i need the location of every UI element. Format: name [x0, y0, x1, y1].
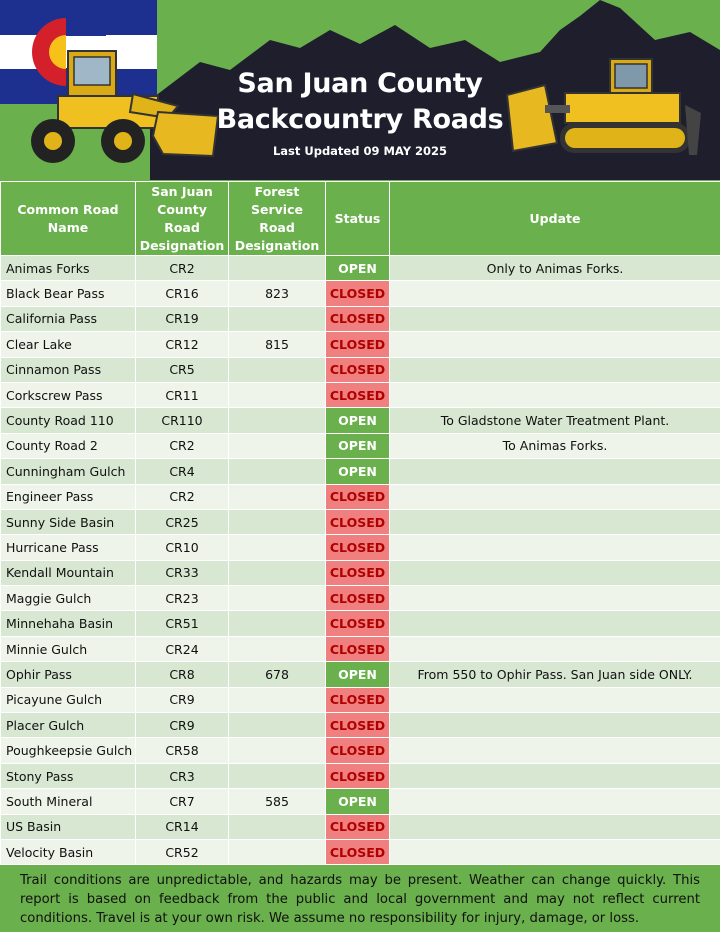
road-name-cell: California Pass: [1, 306, 136, 331]
road-name-cell: Poughkeepsie Gulch: [1, 738, 136, 763]
road-name-cell: Ophir Pass: [1, 662, 136, 687]
update-cell: [390, 738, 720, 763]
county-designation-cell: CR14: [136, 814, 229, 839]
county-designation-cell: CR25: [136, 509, 229, 534]
forest-designation-cell: 823: [229, 281, 326, 306]
county-designation-cell: CR9: [136, 713, 229, 738]
county-designation-cell: CR2: [136, 433, 229, 458]
status-badge: OPEN: [326, 459, 390, 484]
forest-designation-cell: [229, 256, 326, 281]
road-name-cell: Velocity Basin: [1, 839, 136, 864]
county-designation-cell: CR11: [136, 382, 229, 407]
forest-designation-cell: 678: [229, 662, 326, 687]
forest-designation-cell: [229, 738, 326, 763]
county-designation-cell: CR7: [136, 789, 229, 814]
table-row: [1, 687, 720, 712]
forest-designation-cell: [229, 814, 326, 839]
update-cell: [390, 814, 720, 839]
forest-designation-cell: [229, 713, 326, 738]
table-row: [1, 560, 720, 585]
update-cell: [390, 332, 720, 357]
update-cell: [390, 789, 720, 814]
update-cell: Only to Animas Forks.: [390, 256, 720, 281]
forest-designation-cell: [229, 687, 326, 712]
forest-designation-cell: [229, 560, 326, 585]
county-designation-cell: CR16: [136, 281, 229, 306]
forest-designation-cell: [229, 408, 326, 433]
road-name-cell: Placer Gulch: [1, 713, 136, 738]
county-designation-cell: CR2: [136, 256, 229, 281]
road-name-cell: Kendall Mountain: [1, 560, 136, 585]
road-name-cell: Animas Forks: [1, 256, 136, 281]
table-row: [1, 332, 720, 357]
status-badge: CLOSED: [326, 814, 390, 839]
header-status: Status: [326, 182, 390, 256]
header-banner: [0, 0, 720, 180]
county-designation-cell: CR2: [136, 484, 229, 509]
road-name-cell: South Mineral: [1, 789, 136, 814]
status-badge: OPEN: [326, 789, 390, 814]
update-cell: [390, 839, 720, 864]
road-name-cell: Maggie Gulch: [1, 586, 136, 611]
table-header-row: [1, 182, 720, 256]
table-row: [1, 713, 720, 738]
forest-designation-cell: [229, 535, 326, 560]
last-updated-text: Last Updated 09 MAY 2025: [272, 144, 448, 158]
road-name-cell: Minnie Gulch: [1, 636, 136, 661]
county-designation-cell: CR5: [136, 357, 229, 382]
header-county-designation: San Juan County Road Designation: [136, 182, 229, 256]
forest-designation-cell: [229, 611, 326, 636]
wheel-loader-icon: [18, 46, 223, 164]
update-cell: From 550 to Ophir Pass. San Juan side ONLY.: [390, 662, 720, 687]
status-badge: CLOSED: [326, 535, 390, 560]
table-row: [1, 256, 720, 281]
update-cell: [390, 763, 720, 788]
road-name-cell: Engineer Pass: [1, 484, 136, 509]
county-designation-cell: CR51: [136, 611, 229, 636]
table-row: [1, 611, 720, 636]
forest-designation-cell: 815: [229, 332, 326, 357]
update-cell: [390, 459, 720, 484]
road-name-cell: Stony Pass: [1, 763, 136, 788]
update-cell: [390, 687, 720, 712]
table-row: [1, 763, 720, 788]
county-designation-cell: CR8: [136, 662, 229, 687]
forest-designation-cell: [229, 357, 326, 382]
forest-designation-cell: [229, 484, 326, 509]
header-update: Update: [390, 182, 720, 256]
update-cell: To Animas Forks.: [390, 433, 720, 458]
forest-designation-cell: [229, 763, 326, 788]
forest-designation-cell: [229, 459, 326, 484]
county-designation-cell: CR110: [136, 408, 229, 433]
table-row: [1, 586, 720, 611]
forest-designation-cell: [229, 509, 326, 534]
forest-designation-cell: [229, 636, 326, 661]
table-row: [1, 357, 720, 382]
status-badge: OPEN: [326, 433, 390, 458]
status-badge: CLOSED: [326, 332, 390, 357]
table-row: [1, 281, 720, 306]
status-badge: OPEN: [326, 256, 390, 281]
table-row: [1, 738, 720, 763]
disclaimer-footer: [0, 866, 720, 932]
road-name-cell: County Road 2: [1, 433, 136, 458]
county-designation-cell: CR3: [136, 763, 229, 788]
table-row: [1, 484, 720, 509]
title-block: [200, 66, 520, 158]
header-forest-designation: Forest Service Road Designation: [229, 182, 326, 256]
status-badge: CLOSED: [326, 382, 390, 407]
bulldozer-icon: [505, 55, 705, 163]
county-designation-cell: CR12: [136, 332, 229, 357]
update-cell: [390, 535, 720, 560]
update-cell: [390, 636, 720, 661]
page-title-line-1: San Juan County: [237, 68, 483, 99]
county-designation-cell: CR23: [136, 586, 229, 611]
table-row: [1, 306, 720, 331]
update-cell: [390, 357, 720, 382]
county-designation-cell: CR24: [136, 636, 229, 661]
road-name-cell: Clear Lake: [1, 332, 136, 357]
forest-designation-cell: [229, 433, 326, 458]
table-row: [1, 408, 720, 433]
road-status-table: [0, 181, 720, 865]
status-badge: CLOSED: [326, 738, 390, 763]
forest-designation-cell: 585: [229, 789, 326, 814]
table-row: [1, 382, 720, 407]
disclaimer-text: Trail conditions are unpredictable, and hazards may be present. Weather can change quickly. This report is based on feedback from the public and local government and may not reflect current conditions. Travel is at your own risk. We assume no responsibility for injury, damage, or loss.: [20, 873, 700, 926]
county-designation-cell: CR58: [136, 738, 229, 763]
road-name-cell: Sunny Side Basin: [1, 509, 136, 534]
update-cell: [390, 306, 720, 331]
table-row: [1, 662, 720, 687]
road-name-cell: Corkscrew Pass: [1, 382, 136, 407]
table-row: [1, 509, 720, 534]
county-designation-cell: CR10: [136, 535, 229, 560]
road-name-cell: Black Bear Pass: [1, 281, 136, 306]
road-name-cell: Picayune Gulch: [1, 687, 136, 712]
table-row: [1, 789, 720, 814]
status-badge: CLOSED: [326, 560, 390, 585]
update-cell: [390, 713, 720, 738]
road-name-cell: Hurricane Pass: [1, 535, 136, 560]
forest-designation-cell: [229, 306, 326, 331]
status-badge: OPEN: [326, 662, 390, 687]
table-row: [1, 814, 720, 839]
page-title-line-2: Backcountry Roads: [216, 104, 504, 135]
status-badge: CLOSED: [326, 839, 390, 864]
forest-designation-cell: [229, 839, 326, 864]
update-cell: [390, 586, 720, 611]
road-name-cell: US Basin: [1, 814, 136, 839]
update-cell: [390, 509, 720, 534]
status-badge: CLOSED: [326, 763, 390, 788]
update-cell: [390, 382, 720, 407]
county-designation-cell: CR33: [136, 560, 229, 585]
table-row: [1, 636, 720, 661]
status-badge: CLOSED: [326, 357, 390, 382]
status-badge: CLOSED: [326, 586, 390, 611]
status-badge: CLOSED: [326, 509, 390, 534]
status-badge: CLOSED: [326, 611, 390, 636]
status-badge: CLOSED: [326, 636, 390, 661]
county-designation-cell: CR19: [136, 306, 229, 331]
status-badge: CLOSED: [326, 713, 390, 738]
county-designation-cell: CR4: [136, 459, 229, 484]
forest-designation-cell: [229, 382, 326, 407]
update-cell: [390, 560, 720, 585]
update-cell: To Gladstone Water Treatment Plant.: [390, 408, 720, 433]
update-cell: [390, 611, 720, 636]
update-cell: [390, 281, 720, 306]
update-cell: [390, 484, 720, 509]
header-common-road-name: Common Road Name: [1, 182, 136, 256]
status-badge: CLOSED: [326, 306, 390, 331]
road-name-cell: Minnehaha Basin: [1, 611, 136, 636]
road-name-cell: Cinnamon Pass: [1, 357, 136, 382]
status-badge: CLOSED: [326, 687, 390, 712]
county-designation-cell: CR9: [136, 687, 229, 712]
table-body: [1, 256, 720, 865]
table-row: [1, 433, 720, 458]
status-badge: OPEN: [326, 408, 390, 433]
county-designation-cell: CR52: [136, 839, 229, 864]
table-row: [1, 839, 720, 864]
forest-designation-cell: [229, 586, 326, 611]
status-badge: CLOSED: [326, 281, 390, 306]
road-name-cell: Cunningham Gulch: [1, 459, 136, 484]
road-name-cell: County Road 110: [1, 408, 136, 433]
status-badge: CLOSED: [326, 484, 390, 509]
table-row: [1, 535, 720, 560]
table-row: [1, 459, 720, 484]
